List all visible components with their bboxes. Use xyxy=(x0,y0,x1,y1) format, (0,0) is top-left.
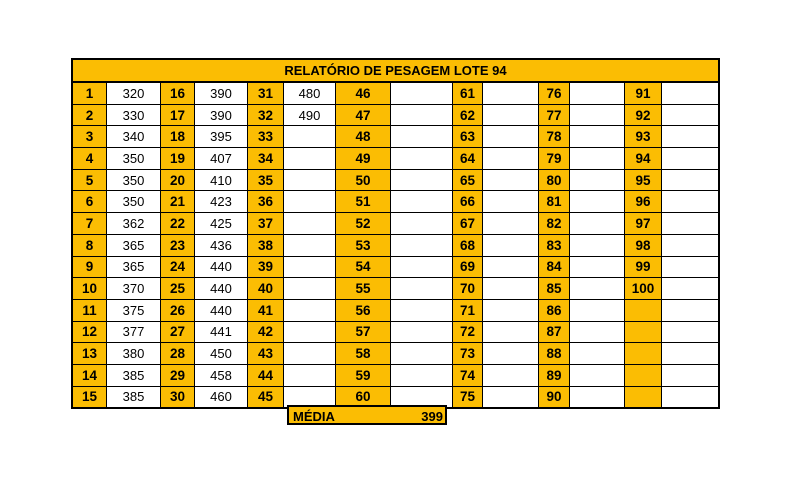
weight-cell: 340 xyxy=(107,126,161,148)
item-number-cell: 31 xyxy=(248,82,284,104)
item-number-cell: 58 xyxy=(336,343,391,365)
report-title: RELATÓRIO DE PESAGEM LOTE 94 xyxy=(72,59,719,82)
item-number-cell: 13 xyxy=(72,343,107,365)
item-number-cell: 43 xyxy=(248,343,284,365)
weight-cell xyxy=(284,321,336,343)
weight-cell: 490 xyxy=(284,104,336,126)
weight-cell xyxy=(662,82,720,104)
weight-cell: 436 xyxy=(195,234,248,256)
weight-cell: 330 xyxy=(107,104,161,126)
item-number-cell: 50 xyxy=(336,169,391,191)
table-row xyxy=(72,104,719,126)
weight-cell: 390 xyxy=(195,104,248,126)
item-number-cell: 11 xyxy=(72,299,107,321)
item-number-cell: 27 xyxy=(161,321,195,343)
weight-cell xyxy=(662,148,720,170)
item-number-cell: 29 xyxy=(161,364,195,386)
weight-cell: 440 xyxy=(195,278,248,300)
item-number-cell: 64 xyxy=(453,148,483,170)
table-row xyxy=(72,299,719,321)
item-number-cell: 21 xyxy=(161,191,195,213)
item-number-cell: 97 xyxy=(625,213,662,235)
item-number-cell: 71 xyxy=(453,299,483,321)
weight-cell: 320 xyxy=(107,82,161,104)
weight-cell xyxy=(483,169,539,191)
weight-cell xyxy=(483,343,539,365)
item-number-cell: 80 xyxy=(539,169,570,191)
weight-cell xyxy=(662,386,720,408)
item-number-cell: 18 xyxy=(161,126,195,148)
weight-cell xyxy=(284,343,336,365)
item-number-cell: 68 xyxy=(453,234,483,256)
item-number-cell: 92 xyxy=(625,104,662,126)
table-row xyxy=(72,82,719,104)
weight-cell xyxy=(570,234,625,256)
item-number-cell: 99 xyxy=(625,256,662,278)
item-number-cell: 98 xyxy=(625,234,662,256)
item-number-cell: 48 xyxy=(336,126,391,148)
item-number-cell: 32 xyxy=(248,104,284,126)
weight-cell xyxy=(570,169,625,191)
item-number-cell xyxy=(625,299,662,321)
weight-cell: 407 xyxy=(195,148,248,170)
weight-cell xyxy=(391,191,453,213)
average-value: 399 xyxy=(421,409,443,424)
weight-cell xyxy=(284,213,336,235)
item-number-cell: 78 xyxy=(539,126,570,148)
item-number-cell: 12 xyxy=(72,321,107,343)
item-number-cell: 41 xyxy=(248,299,284,321)
item-number-cell: 87 xyxy=(539,321,570,343)
item-number-cell: 55 xyxy=(336,278,391,300)
weight-cell xyxy=(570,343,625,365)
table-row xyxy=(72,169,719,191)
item-number-cell: 4 xyxy=(72,148,107,170)
item-number-cell: 93 xyxy=(625,126,662,148)
item-number-cell: 36 xyxy=(248,191,284,213)
table-row xyxy=(72,213,719,235)
item-number-cell: 46 xyxy=(336,82,391,104)
weight-cell xyxy=(391,104,453,126)
weight-cell: 410 xyxy=(195,169,248,191)
item-number-cell: 84 xyxy=(539,256,570,278)
weight-cell xyxy=(483,234,539,256)
item-number-cell: 82 xyxy=(539,213,570,235)
weight-cell: 350 xyxy=(107,148,161,170)
item-number-cell: 59 xyxy=(336,364,391,386)
item-number-cell: 75 xyxy=(453,386,483,408)
item-number-cell: 88 xyxy=(539,343,570,365)
weight-cell: 350 xyxy=(107,169,161,191)
weight-cell xyxy=(483,364,539,386)
weight-cell xyxy=(483,386,539,408)
item-number-cell: 70 xyxy=(453,278,483,300)
item-number-cell: 74 xyxy=(453,364,483,386)
weight-cell xyxy=(483,278,539,300)
weight-cell xyxy=(391,234,453,256)
weight-cell xyxy=(391,364,453,386)
item-number-cell: 79 xyxy=(539,148,570,170)
weight-cell: 395 xyxy=(195,126,248,148)
weight-cell xyxy=(483,256,539,278)
item-number-cell: 20 xyxy=(161,169,195,191)
weight-cell xyxy=(284,169,336,191)
weight-cell: 440 xyxy=(195,256,248,278)
item-number-cell: 89 xyxy=(539,364,570,386)
item-number-cell: 76 xyxy=(539,82,570,104)
item-number-cell: 15 xyxy=(72,386,107,408)
weight-cell: 370 xyxy=(107,278,161,300)
title-row xyxy=(72,59,719,82)
item-number-cell: 77 xyxy=(539,104,570,126)
weight-cell xyxy=(483,321,539,343)
item-number-cell: 28 xyxy=(161,343,195,365)
weighing-report-table xyxy=(71,58,720,409)
weight-cell xyxy=(483,126,539,148)
item-number-cell: 24 xyxy=(161,256,195,278)
weight-cell: 460 xyxy=(195,386,248,408)
item-number-cell: 61 xyxy=(453,82,483,104)
table-row xyxy=(72,191,719,213)
weight-cell xyxy=(662,126,720,148)
weight-cell xyxy=(570,299,625,321)
item-number-cell: 1 xyxy=(72,82,107,104)
weight-cell xyxy=(284,299,336,321)
weight-cell: 458 xyxy=(195,364,248,386)
weight-cell: 480 xyxy=(284,82,336,104)
weight-cell xyxy=(483,82,539,104)
item-number-cell: 100 xyxy=(625,278,662,300)
weight-cell xyxy=(483,148,539,170)
table-row xyxy=(72,278,719,300)
item-number-cell xyxy=(625,364,662,386)
weight-cell xyxy=(391,82,453,104)
weight-cell xyxy=(662,213,720,235)
item-number-cell: 10 xyxy=(72,278,107,300)
weight-cell xyxy=(662,104,720,126)
item-number-cell: 53 xyxy=(336,234,391,256)
weight-cell: 441 xyxy=(195,321,248,343)
weight-cell xyxy=(391,126,453,148)
weight-cell: 450 xyxy=(195,343,248,365)
weight-cell: 375 xyxy=(107,299,161,321)
item-number-cell: 39 xyxy=(248,256,284,278)
weight-cell xyxy=(284,256,336,278)
item-number-cell: 83 xyxy=(539,234,570,256)
item-number-cell: 60 xyxy=(336,386,391,408)
table-body xyxy=(72,59,719,408)
item-number-cell: 9 xyxy=(72,256,107,278)
item-number-cell: 65 xyxy=(453,169,483,191)
item-number-cell: 96 xyxy=(625,191,662,213)
weight-cell xyxy=(570,321,625,343)
item-number-cell: 33 xyxy=(248,126,284,148)
weight-cell xyxy=(391,256,453,278)
item-number-cell: 91 xyxy=(625,82,662,104)
item-number-cell: 17 xyxy=(161,104,195,126)
weight-cell xyxy=(662,343,720,365)
table-row xyxy=(72,256,719,278)
item-number-cell: 63 xyxy=(453,126,483,148)
weight-cell xyxy=(284,278,336,300)
table-row xyxy=(72,364,719,386)
item-number-cell: 44 xyxy=(248,364,284,386)
weight-cell xyxy=(284,364,336,386)
weight-cell xyxy=(570,148,625,170)
item-number-cell: 34 xyxy=(248,148,284,170)
item-number-cell xyxy=(625,321,662,343)
weight-cell: 385 xyxy=(107,364,161,386)
item-number-cell: 49 xyxy=(336,148,391,170)
item-number-cell: 57 xyxy=(336,321,391,343)
item-number-cell: 52 xyxy=(336,213,391,235)
weight-cell xyxy=(483,299,539,321)
weight-cell xyxy=(662,278,720,300)
weight-cell xyxy=(662,321,720,343)
item-number-cell: 23 xyxy=(161,234,195,256)
weight-cell xyxy=(483,191,539,213)
weight-cell xyxy=(662,256,720,278)
item-number-cell: 73 xyxy=(453,343,483,365)
item-number-cell xyxy=(625,386,662,408)
weight-cell xyxy=(483,213,539,235)
item-number-cell: 85 xyxy=(539,278,570,300)
item-number-cell: 62 xyxy=(453,104,483,126)
item-number-cell: 26 xyxy=(161,299,195,321)
item-number-cell: 51 xyxy=(336,191,391,213)
weight-cell: 350 xyxy=(107,191,161,213)
item-number-cell: 30 xyxy=(161,386,195,408)
weight-cell xyxy=(391,278,453,300)
weight-cell xyxy=(570,82,625,104)
weight-cell xyxy=(662,169,720,191)
weight-cell: 380 xyxy=(107,343,161,365)
weight-cell xyxy=(570,213,625,235)
item-number-cell: 45 xyxy=(248,386,284,408)
item-number-cell: 6 xyxy=(72,191,107,213)
weight-cell: 365 xyxy=(107,234,161,256)
item-number-cell: 3 xyxy=(72,126,107,148)
weight-cell: 377 xyxy=(107,321,161,343)
weight-cell xyxy=(483,104,539,126)
weight-cell xyxy=(284,148,336,170)
item-number-cell: 22 xyxy=(161,213,195,235)
weight-cell xyxy=(391,169,453,191)
item-number-cell: 37 xyxy=(248,213,284,235)
weight-cell xyxy=(570,256,625,278)
item-number-cell: 5 xyxy=(72,169,107,191)
weight-cell: 440 xyxy=(195,299,248,321)
weight-cell xyxy=(391,148,453,170)
average-box xyxy=(287,405,447,425)
item-number-cell: 25 xyxy=(161,278,195,300)
weight-cell xyxy=(570,191,625,213)
weight-cell xyxy=(570,278,625,300)
item-number-cell: 38 xyxy=(248,234,284,256)
item-number-cell: 47 xyxy=(336,104,391,126)
item-number-cell: 94 xyxy=(625,148,662,170)
weight-cell xyxy=(662,191,720,213)
table-row xyxy=(72,321,719,343)
weight-cell xyxy=(662,299,720,321)
weight-cell xyxy=(570,104,625,126)
weight-cell: 390 xyxy=(195,82,248,104)
item-number-cell: 2 xyxy=(72,104,107,126)
table-row xyxy=(72,126,719,148)
average-label: MÉDIA xyxy=(293,409,335,424)
weight-cell xyxy=(391,213,453,235)
item-number-cell xyxy=(625,343,662,365)
weight-cell: 362 xyxy=(107,213,161,235)
item-number-cell: 16 xyxy=(161,82,195,104)
weight-cell xyxy=(284,191,336,213)
table-row xyxy=(72,343,719,365)
weight-cell: 365 xyxy=(107,256,161,278)
table-row xyxy=(72,148,719,170)
item-number-cell: 14 xyxy=(72,364,107,386)
item-number-cell: 81 xyxy=(539,191,570,213)
weight-cell xyxy=(570,126,625,148)
weight-cell xyxy=(391,321,453,343)
weight-cell xyxy=(570,364,625,386)
item-number-cell: 69 xyxy=(453,256,483,278)
weight-cell xyxy=(662,364,720,386)
item-number-cell: 67 xyxy=(453,213,483,235)
table-row xyxy=(72,234,719,256)
item-number-cell: 8 xyxy=(72,234,107,256)
item-number-cell: 7 xyxy=(72,213,107,235)
weight-cell: 385 xyxy=(107,386,161,408)
weight-cell xyxy=(662,234,720,256)
item-number-cell: 42 xyxy=(248,321,284,343)
item-number-cell: 56 xyxy=(336,299,391,321)
weight-cell xyxy=(391,299,453,321)
weight-cell: 423 xyxy=(195,191,248,213)
weight-cell xyxy=(284,234,336,256)
item-number-cell: 90 xyxy=(539,386,570,408)
item-number-cell: 19 xyxy=(161,148,195,170)
item-number-cell: 95 xyxy=(625,169,662,191)
item-number-cell: 54 xyxy=(336,256,391,278)
item-number-cell: 72 xyxy=(453,321,483,343)
weight-cell xyxy=(570,386,625,408)
item-number-cell: 66 xyxy=(453,191,483,213)
weight-cell xyxy=(391,343,453,365)
weight-cell xyxy=(284,126,336,148)
weight-cell: 425 xyxy=(195,213,248,235)
item-number-cell: 35 xyxy=(248,169,284,191)
item-number-cell: 86 xyxy=(539,299,570,321)
item-number-cell: 40 xyxy=(248,278,284,300)
